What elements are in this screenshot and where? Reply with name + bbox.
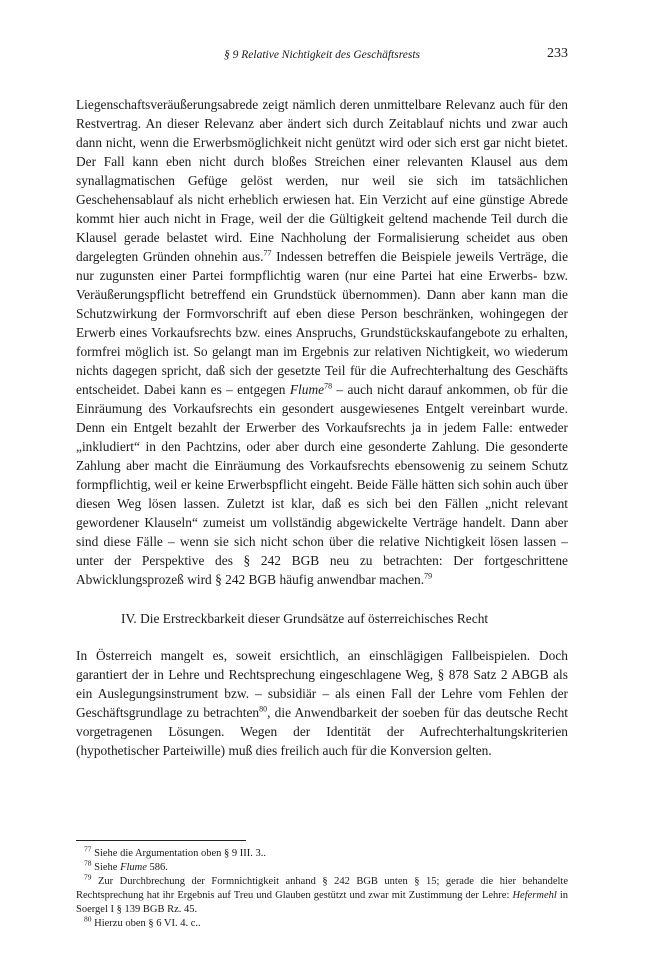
footnote-79-pre: Zur Durchbrechung der Formnichtigkeit anhand § 242 BGB unten § 15; gerade die hier behandelte Rechtsprechung hat ihr Ergebnis auf Treu und Glauben gestützt und zwar mit Zustimmung der Lehre:	[76, 876, 568, 901]
paragraph-1-part-1: Liegenschaftsveräußerungsabrede zeigt nämlich deren unmittelbare Relevanz auch für den Restvertrag. An dieser Relevanz aber ändert sich durch Zeitablauf nichts und zwar auch dann nicht, wenn die Erwerbsmöglichkeit nicht genützt wird oder sich erst gar nicht bietet. Der Fall kann eben nicht durch bloßes Streichen einer relevanten Klausel aus dem synallagmatischen Gefüge gelöst werden, nur weil sie sich im tatsächlichen Geschehensablauf als nicht erheblich erwiesen hat. Ein Verzicht auf eine günstige Abrede kommt hier auch nicht in Frage, weil der die Gültigkeit geltend machende Teil durch die Klausel gerade belastet wird. Eine Nachholung der Formalisierung scheidet aus oben dargelegten Gründen ohnehin aus.	[76, 97, 568, 264]
footnote-mark-78: 78	[84, 858, 92, 868]
section-heading: IV. Die Erstreckbarkeit dieser Grundsätze auf österreichisches Recht	[121, 611, 489, 626]
footnote-divider	[76, 840, 246, 841]
author-name-flume: Flume	[289, 382, 325, 397]
footnote-80-text: Hierzu oben § 6 VI. 4. c..	[91, 918, 201, 929]
footnote-mark-77: 77	[84, 844, 92, 854]
footnote-78	[76, 858, 568, 875]
footnote-ref-78[interactable]: 78	[324, 381, 333, 391]
footnote-78-author: Flume	[120, 862, 147, 873]
footnotes	[76, 844, 569, 931]
footnote-80	[76, 914, 568, 931]
footnote-78-post: 586.	[146, 862, 168, 873]
footnote-ref-80[interactable]: 80	[259, 704, 268, 714]
footnote-77-text: Siehe die Argumentation oben § 9 III. 3..	[91, 848, 266, 859]
book-page	[76, 46, 568, 931]
footnote-79	[76, 872, 569, 917]
footnote-ref-77[interactable]: 77	[263, 248, 272, 258]
paragraph-1-part-2: Indessen betreffen die Beispiele jeweils Verträge, die nur zugunsten einer Partei formpflichtig waren (nur eine Partei hat eine Erwerbs- bzw. Veräußerungspflicht betreffend ein Grundstück übernommen). Dann aber kann man die Schutzwirkung der Formvorschrift auf eben diese Person beschränken, wohingegen der Erwerb eines Vorkaufsrechts bzw. eines Anspruchs, Grundstückskaufangebote zu erhalten, formfrei möglich ist. So gelangt man im Ergebnis zur relativen Nichtigkeit, wo wiederum nichts dagegen spricht, daß sich der gesetzte Teil für die Aufrechterhaltung des Geschäfts entscheidet. Dabei kann es – entgegen	[76, 249, 569, 397]
page-number: 233	[547, 46, 568, 61]
paragraph-2-part-1: In Österreich mangelt es, soweit ersichtlich, an einschlägigen Fallbeispielen. Doch garantiert der in Lehre und Rechtsprechung eingeschlagene Weg, § 878 Satz 2 ABGB als ein Auslegungsinstrument bzw. – subsidiär – als einen Fall der Lehre vom Fehlen der Geschäftsgrundlage zu betrachten	[76, 648, 568, 720]
main-text	[76, 95, 568, 760]
footnote-78-pre: Siehe	[91, 862, 121, 873]
running-head-title: § 9 Relative Nichtigkeit des Geschäftsrests	[224, 49, 420, 61]
paragraph-2-part-2: , die Anwendbarkeit der soeben für das deutsche Recht vorgetragenen Lösungen. Wegen der Identität der Aufrechterhaltungskriterien (hypothetischer Parteiwille) muß dies freilich auch für die Konversion gelten.	[76, 705, 568, 758]
running-head	[76, 46, 568, 68]
footnote-79-author: Hefermehl	[512, 890, 557, 901]
footnote-ref-79[interactable]: 79	[424, 571, 433, 581]
footnote-79-post: in Soergel I § 139 BGB Rz. 45.	[76, 890, 569, 915]
paragraph-2	[76, 646, 568, 760]
footnote-mark-80: 80	[84, 914, 92, 924]
paragraph-1-part-3: – auch nicht darauf ankommen, ob für die Einräumung des Vorkaufsrechts ein gesondert ausgewiesenes Entgelt vereinbart wurde. Denn ein Entgelt bezahlt der Erwerber des Vorkaufsrechts ja in jedem Falle: entweder „inkludiert“ in den Pachtzins, oder aber durch eine gesonderte Zahlung. Die gesonderte Zahlung aber macht die Einräumung des Vorkaufsrechts ebensowenig zu seinem Schutz formpflichtig, weil er keine Erwerbspflicht eingeht. Beide Fälle hätten sich sohin auch über diesen Weg lösen lassen. Zuletzt ist klar, daß es sich bei den Fällen „nicht relevant gewordener Klauseln“ zumeist um vollständig abgewickelte Verträge handelt. Dann aber sind diese Fälle – wenn sie sich nicht schon über die relative Nichtigkeit lösen lassen – unter der Perspektive des § 242 BGB neu zu betrachten: Der fortgeschrittene Abwicklungsprozeß wird § 242 BGB häufig anwendbar machen.	[76, 382, 568, 587]
footnote-77	[76, 844, 568, 861]
paragraph-1	[76, 95, 568, 589]
footnote-mark-79: 79	[84, 872, 92, 882]
